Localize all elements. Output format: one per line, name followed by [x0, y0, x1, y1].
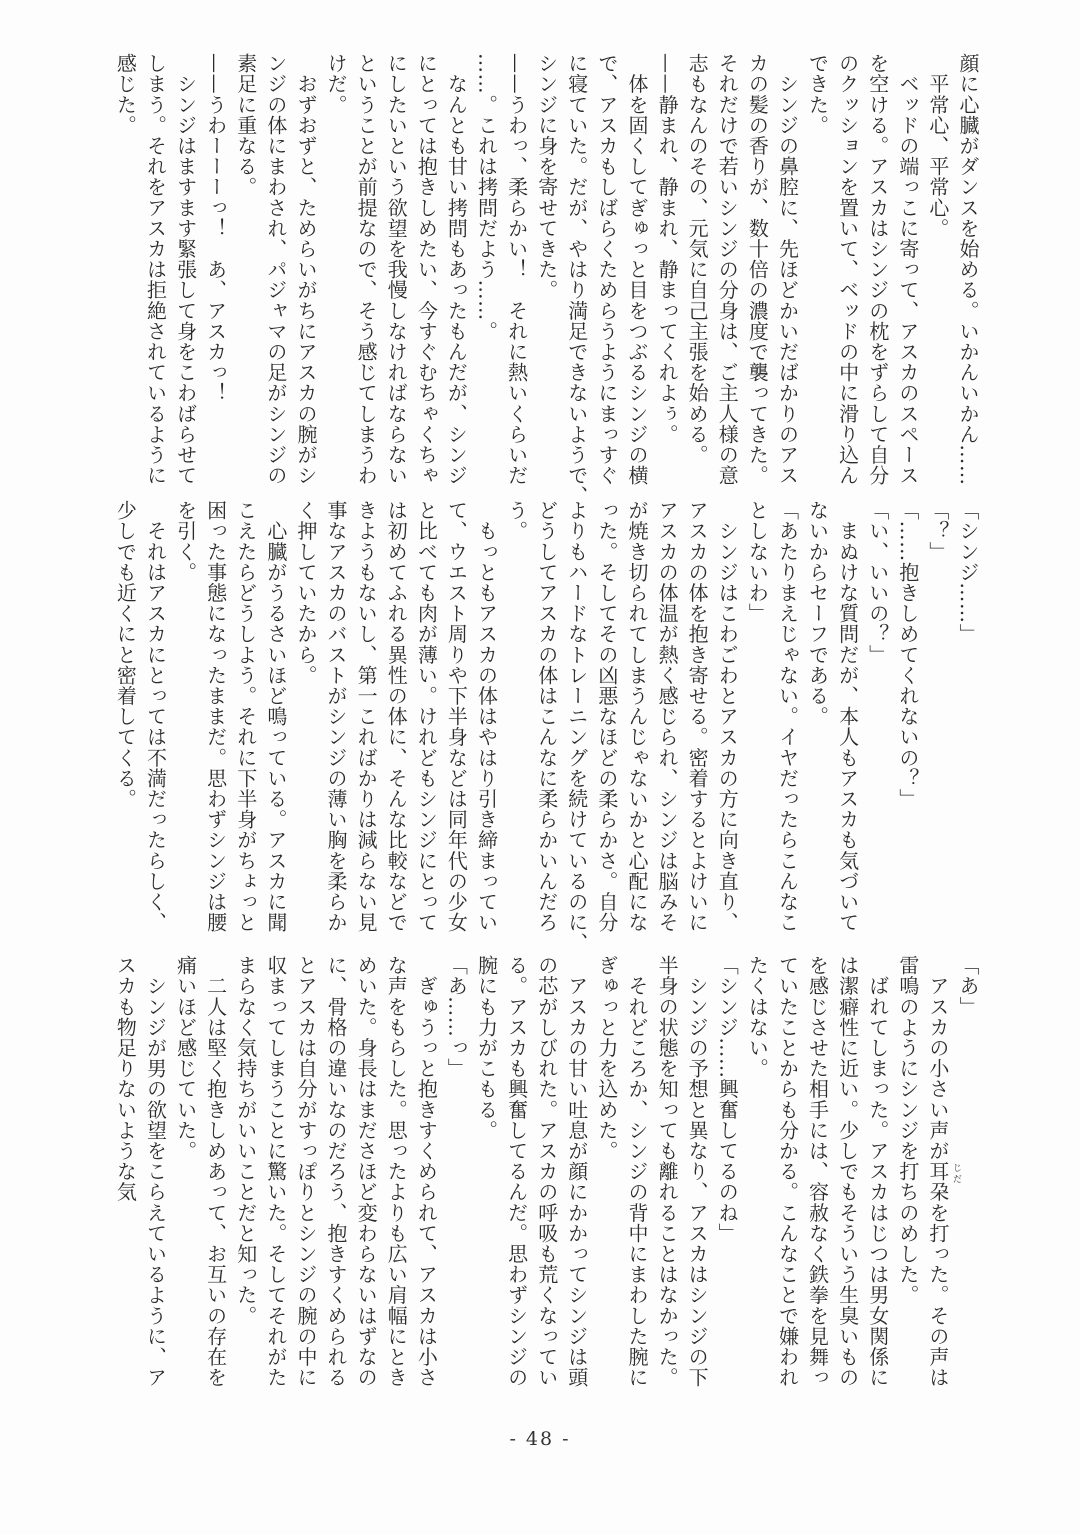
text-line: ばれてしまった。アスカはじつは男女関係に [865, 955, 890, 1388]
text-line: もっともアスカの体はやはり引き締まってい [474, 500, 499, 933]
text-line: それだけで若いシンジの分身は、ご主人様の意 [715, 53, 740, 486]
text-line: 腕にも力がこもる。 [474, 955, 499, 1141]
text-line: シンジはますます緊張して身をこわばらせて [173, 53, 198, 486]
text-line: めいた。身長はまださほど変わらないはずなの [354, 955, 379, 1388]
text-block-bottom [103, 955, 983, 1395]
text-line: スカも物足りないような気 [113, 955, 138, 1203]
text-line: とアスカは自分がすっぽりとシンジの腕の中に [293, 955, 318, 1388]
text-line: ンジの体にまわされ、パジャマの足がシンジの [263, 53, 288, 486]
text-line: それどころか、シンジの背中にまわした腕に [624, 955, 649, 1388]
text-line: る。アスカも興奮してるんだ。思わずシンジの [504, 955, 529, 1388]
text-line: ——うわーーーっ！ あ、アスカっ！ [203, 53, 228, 404]
text-line: まぬけな質問だが、本人もアスカも気づいて [835, 500, 860, 933]
text-line: しまう。それをアスカは拒絶されているように [143, 53, 168, 486]
text-line: シンジが男の欲望をこらえているように、ア [143, 955, 168, 1388]
text-line: にしたいという欲望を我慢しなければならない [384, 53, 409, 486]
text-block-top [103, 53, 983, 507]
text-line: 痛いほど感じていた。 [173, 955, 198, 1161]
text-line: 心臓がうるさいほど鳴っている。アスカに聞 [263, 500, 288, 933]
text-block-middle [103, 500, 983, 954]
text-line: に、骨格の違いなのだろう、抱きすくめられる [324, 955, 349, 1388]
text-line: のクッションを置いて、ベッドの中に滑り込ん [835, 53, 860, 486]
text-line: どうしてアスカの体はこんなに柔らかいんだろ [534, 500, 559, 933]
ruby-annotation: じだ [951, 1163, 961, 1185]
text-line: を引く。 [173, 500, 198, 583]
text-line: で、アスカもしばらくためらうようにまっすぐ [594, 53, 619, 486]
text-line: アスカの体温が熱く感じられ、シンジは脳みそ [655, 500, 680, 933]
text-line: ——うわっ、柔らかい！ それに熱いくらいだ [504, 53, 529, 486]
text-line: 雷鳴のようにシンジを打ちのめした。 [895, 955, 920, 1306]
text-line: にとっては抱きしめたい、今すぐむちゃくちゃ [414, 53, 439, 486]
text-line: ——静まれ、静まれ、静まってくれよぅ。 [655, 53, 680, 445]
text-line: を空ける。アスカはシンジの枕をずらして自分 [865, 53, 890, 486]
text-line: て、ウエスト周りや下半身などは同年代の少女 [444, 500, 469, 933]
text-line: シンジの予想と異なり、アスカはシンジの下 [685, 955, 710, 1388]
text-line: こえたらどうしよう。それに下半身がちょっと [233, 500, 258, 933]
text-line: 「あ」 [956, 955, 980, 1017]
text-line: く押していたから。 [293, 500, 318, 686]
text-line: は初めてふれる異性の体に、そんな比較などで [384, 500, 409, 933]
page-number: - 48 - [509, 1428, 571, 1450]
text-line: 「あ……っ」 [444, 955, 469, 1079]
text-line: 平常心、平常心。 [925, 53, 950, 239]
text-line: アスカの甘い吐息が顔にかかってシンジは頭 [564, 955, 589, 1388]
text-line: を感じさせた相手には、容赦なく鉄拳を見舞っ [805, 955, 830, 1388]
text-line: の芯がしびれた。アスカの呼吸も荒くなってい [534, 955, 559, 1388]
text-line: アスカの体を抱き寄せる。密着するとよけいに [685, 500, 710, 933]
text-line: けだ。 [324, 53, 349, 115]
text-line: シンジに身を寄せてきた。 [534, 53, 559, 301]
text-line: ……。これは拷問だよう……。 [474, 53, 499, 342]
text-line: 「……抱きしめてくれないの？」 [895, 500, 920, 809]
text-line: 二人は堅く抱きしめあって、お互いの存在を [203, 955, 228, 1388]
text-line: ということが前提なので、そう感じてしまうわ [354, 53, 379, 486]
text-line: に寝ていた。だが、やはり満足できないようで、 [564, 53, 589, 507]
text-line: シンジの鼻腔に、先ほどかいだばかりのアス [775, 53, 800, 486]
text-line: 収まってしまうことに驚いた。そしてそれがた [263, 955, 288, 1388]
text-line: 事なアスカのバストがシンジの薄い胸を柔らか [324, 500, 349, 933]
text-line: それはアスカにとっては不満だったらしく、 [143, 500, 168, 933]
text-line: 「あたりまえじゃない。イヤだったらこんなこ [775, 500, 800, 933]
text-line: できた。 [805, 53, 830, 136]
text-line: 志もなんのその、元気に自己主張を始める。 [685, 53, 710, 465]
text-line: 「い、いいの？」 [865, 500, 890, 665]
text-line: ていたことからも分かる。こんなことで嫌われ [775, 955, 800, 1388]
text-line: と比べても肉が薄い。けれどもシンジにとって [414, 500, 439, 933]
text-line: 「シンジ……」 [956, 500, 980, 645]
text-line: おずおずと、ためらいがちにアスカの腕がシ [293, 53, 318, 486]
text-line: 「？」 [925, 500, 950, 562]
text-line: 「シンジ……興奮してるのね」 [715, 955, 740, 1244]
text-line: まらなく気持ちがいいことだと知った。 [233, 955, 258, 1326]
text-line: が焼き切られてしまうんじゃないかと心配にな [624, 500, 649, 933]
text-line: 顔に心臓がダンスを始める。いかんいかん…… [956, 53, 980, 486]
text-line: ベッドの端っこに寄って、アスカのスペース [895, 53, 920, 486]
text-line: としないわ」 [745, 500, 770, 624]
text-line: 半身の状態を知っても離れることはなかった。 [655, 955, 680, 1388]
text-line: たくはない。 [745, 955, 770, 1079]
text-line: は潔癖性に近い。少しでもそういう生臭いもの [835, 955, 860, 1388]
text-line: きようもないし、第一こればかりは減らない見 [354, 500, 379, 933]
text-line: 素足に重なる。 [233, 53, 258, 198]
text-line: った。そしてその凶悪なほどの柔らかさ。自分 [594, 500, 619, 933]
text-line: ぎゅうっと抱きすくめられて、アスカは小さ [414, 955, 439, 1388]
text-line: 少しでも近くにと密着してくる。 [113, 500, 138, 809]
text-line: ぎゅっと力を込めた。 [594, 955, 619, 1161]
text-line: 困った事態になったままだ。思わずシンジは腰 [203, 500, 228, 933]
text-line: な声をもらした。思ったよりも広い肩幅にとき [384, 955, 409, 1388]
text-line: カの髪の香りが、数十倍の濃度で襲ってきた。 [745, 53, 770, 486]
text-line: 感じた。 [113, 53, 138, 136]
text-line: 体を固くしてぎゅっと目をつぶるシンジの横 [624, 53, 649, 486]
text-line: シンジはこわごわとアスカの方に向き直り、 [715, 500, 740, 933]
text-line: なんとも甘い拷問もあったもんだが、シンジ [444, 53, 469, 486]
text-line: ないからセーフである。 [805, 500, 830, 727]
text-line: アスカの小さい声が耳朶を打った。その声は [925, 955, 950, 1388]
text-line: う。 [504, 500, 529, 542]
text-line: よりもハードなトレーニングを続けているのに、 [564, 500, 589, 954]
